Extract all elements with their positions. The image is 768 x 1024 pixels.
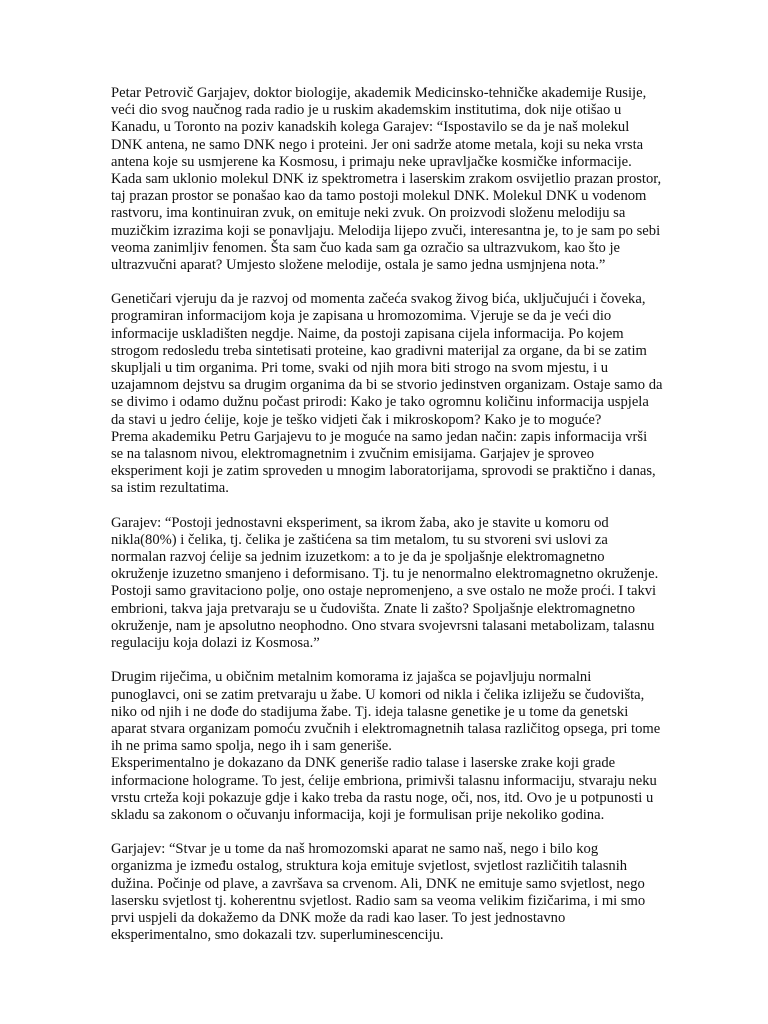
text-line: prvi uspjeli da dokažemo da DNK može da radi kao laser. To jest jednostavno <box>111 910 566 926</box>
text-line: niko od njih i ne dođe do stadijuma žabe. Tj. ideja talasne genetike je u tome da genetski <box>111 703 629 720</box>
text-line: rastvoru, ima kontinuiran zvuk, on emituje neki zvuk. On proizvodi složenu melodiju sa <box>111 205 626 222</box>
text-line: skladu sa zakonom o očuvanju informacija, koji je formulisan prije nekoliko godina. <box>111 806 605 823</box>
text-line: Garajev: “Postoji jednostavni eksperiment, sa ikrom žaba, ako je stavite u komoru od <box>111 514 609 531</box>
text-line: sa istim rezultatima. <box>111 480 229 497</box>
text-line: vrstu crteža koji pokazuje gdje i kako treba da rastu noge, oči, nos, itd. Ovo je u potpunosti u <box>111 789 654 806</box>
text-line: eksperimentalno, smo dokazali tzv. superluminescenciju. <box>111 927 444 944</box>
text-line: punoglavci, oni se zatim pretvaraju u žabe. U komori od nikla i čelika izliježu se čudovišta, <box>111 686 645 703</box>
text-line: ih ne prima samo spolja, nego ih i sam generiše. <box>111 738 392 755</box>
text-line: skupljali u tim organima. Pri tome, svaki od njih mora biti strogo na svom mjestu, i u <box>111 360 609 376</box>
text-line: Kanadu, u Toronto na poziv kanadskih kolega Garajev: “Ispostavilo se da je naš molekul <box>111 119 630 136</box>
text-line: DNK antena, ne samo DNK nego i proteini. Jer oni sadrže atome metala, koji su neka vrsta <box>111 136 644 153</box>
text-line: uzajamnom dejstvu sa drugim organima da bi se stvorio jedinstven organizam. Ostaje samo da <box>111 377 663 394</box>
text-line: Genetičari vjeruju da je razvoj od momenta začeća svakog živog bića, uključujući i čoveka, <box>111 291 646 308</box>
text-line: Postoji samo gravitaciono polje, ono ostaje nepromenjeno, a sve ostalo ne može proći. I takvi <box>111 583 657 600</box>
text-line: nikla(80%) i čelika, tj. čelika je zaštićena sa tim metalom, tu su stvoreni svi uslovi za <box>111 531 608 548</box>
text-line: veoma zanimljiv fenomen. Šta sam čuo kada sam ga ozračio sa ultrazvukom, kao što je <box>111 239 620 256</box>
text-line: lasersku svjetlost tj. koherentnu svjetlost. Radio sam sa veoma velikim fizičarima, i mi smo <box>111 892 646 909</box>
text-line: regulaciju koja dolazi iz Kosmosa.” <box>111 635 320 651</box>
text-line: eksperiment koji je zatim sproveden u mnogim laboratorijama, sprovodi se praktično i danas, <box>111 463 656 480</box>
paragraph-2 <box>111 291 701 497</box>
text-line: okruženje izuzetno smanjeno i deformisano. Tj. tu je nenormalno elektromagnetno okruženje. <box>111 566 659 583</box>
text-line: Prema akademiku Petru Garjajevu to je moguće na samo jedan način: zapis informacija vrši <box>111 428 648 445</box>
text-line: dužina. Počinje od plave, a završava sa crvenom. Ali, DNK ne emituje samo svjetlost, nego <box>111 875 645 892</box>
text-line: informacije uskladišten negdje. Naime, da postoji zapisana cijela informacija. Po kojem <box>111 325 624 342</box>
text-line: Kada sam uklonio molekul DNK iz spektrometra i laserskim zrakom osvijetlio prazan prostor, <box>111 170 662 187</box>
text-line: ultrazvučni aparat? Umjesto složene melodije, ostala je samo jedna usmjnjena nota.” <box>111 256 606 273</box>
text-line: veći dio svog naučnog rada radio je u ruskim akademskim institutima, dok nije otišao u <box>111 102 622 119</box>
text-line: Garjajev: “Stvar je u tome da naš hromozomski aparat ne samo naš, nego i bilo kog <box>111 841 599 858</box>
text-line: Petar Petrovič Garjajev, doktor biologije, akademik Medicinsko-tehničke akademije Rusije, <box>111 85 647 101</box>
text-line: taj prazan prostor se ponašao kao da tamo postoji molekul DNK. Molekul DNK u vodenom <box>111 188 647 205</box>
text-line: informacione holograme. To jest, ćelije embriona, primivši talasnu informaciju, stvaraju neku <box>111 772 657 789</box>
text-line: normalan razvoj ćelije sa jednim izuzetkom: a to je da je spoljašnje elektromagnetno <box>111 549 605 566</box>
text-line: okruženje, nam je apsolutno neophodno. Ono stvara svojevrsni talasani metabolizam, talasnu <box>111 617 655 634</box>
paragraph-4 <box>111 669 701 824</box>
text-line: embrioni, takva jaja pretvaraju se u čudovišta. Znate li zašto? Spoljašnje elektromagnetno <box>111 600 635 617</box>
text-line: strogom redosledu treba sintetisati proteine, kao gradivni materijal za organe, da bi se zatim <box>111 342 647 359</box>
document-body <box>111 85 701 962</box>
text-line: Eksperimentalno je dokazano da DNK generiše radio talase i laserske zrake koji grade <box>111 755 616 772</box>
text-line: Drugim riječima, u običnim metalnim komorama iz jajašca se pojavljuju normalni <box>111 669 592 686</box>
text-line: se na talasnom nivou, elektromagnetnim i zvučnim emisijama. Garjajev je sproveo <box>111 445 595 462</box>
paragraph-1 <box>111 85 701 274</box>
text-line: organizma je između ostalog, struktura koja emituje svjetlost, svjetlost različitih talasnih <box>111 858 628 875</box>
text-line: aparat stvara organizam pomoću zvučnih i elektromagnetnih talasa različitog opsega, pri tome <box>111 720 661 737</box>
text-line: se divimo i odamo dužnu počast prirodi: Kako je tako ogromnu količinu informacija uspjela <box>111 394 649 411</box>
text-line: da stavi u jedro ćelije, koje je teško vidjeti čak i mikroskopom? Kako je to moguće? <box>111 411 602 428</box>
text-line: antena koje su usmjerene ka Kosmosu, i primaju neke upravljačke kosmičke informacije. <box>111 153 632 170</box>
paragraph-5 <box>111 841 701 944</box>
paragraph-3 <box>111 515 701 653</box>
text-line: programiran informacijom koja je zapisana u hromozomima. Vjeruje se da je veći dio <box>111 308 612 325</box>
text-line: muzičkim izrazima koji se ponavljaju. Melodija lijepo zvuči, interesantna je, to je sam po sebi <box>111 222 661 239</box>
